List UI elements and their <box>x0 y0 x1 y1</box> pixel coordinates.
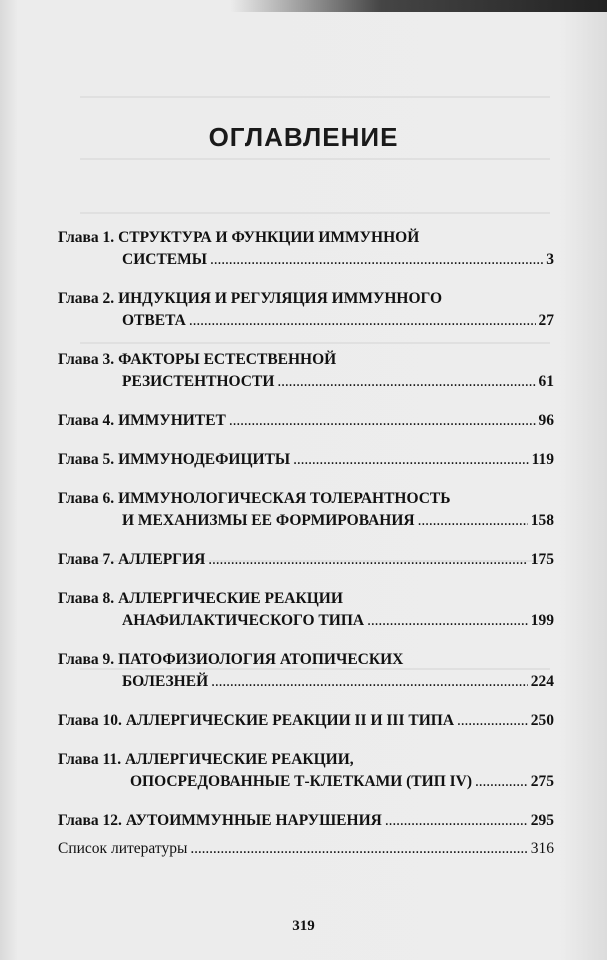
page-number: 199 <box>530 612 554 629</box>
chapter-label: Глава 4. <box>58 412 115 429</box>
references-label: Список литературы <box>58 840 188 857</box>
dot-leader <box>210 249 543 271</box>
chapter-label: Глава 10. <box>58 712 122 729</box>
page-number: 250 <box>530 712 554 729</box>
scan-edge-shadow <box>230 0 607 12</box>
dot-leader <box>293 449 528 471</box>
toc-entry-chapter-5[interactable] <box>58 449 554 471</box>
chapter-label: Глава 9. <box>58 651 115 668</box>
chapter-title-line1: АЛЛЕРГИЯ <box>118 551 206 568</box>
dot-leader <box>367 610 528 632</box>
page-number: 316 <box>530 840 554 857</box>
dot-leader <box>475 771 528 793</box>
page-number: 61 <box>538 373 554 390</box>
chapter-label: Глава 6. <box>58 490 115 507</box>
page-number: 3 <box>546 251 554 268</box>
dot-leader <box>190 838 527 860</box>
bleed-through-line <box>80 96 550 98</box>
dot-leader <box>457 710 528 732</box>
page-number: 175 <box>530 551 554 568</box>
chapter-label: Глава 5. <box>58 451 115 468</box>
page-number: 119 <box>531 451 554 468</box>
table-of-contents <box>58 227 554 860</box>
chapter-title-line1: АЛЛЕРГИЧЕСКИЕ РЕАКЦИИ <box>118 590 343 607</box>
page-number: 275 <box>530 773 554 790</box>
page-number: 224 <box>530 673 554 690</box>
chapter-label: Глава 1. <box>58 229 115 246</box>
bleed-through-line <box>80 212 550 214</box>
chapter-title-line1: СТРУКТУРА И ФУНКЦИИ ИММУННОЙ <box>118 229 420 246</box>
toc-entry-chapter-9[interactable] <box>58 649 554 693</box>
chapter-title-line1: ИММУНОДЕФИЦИТЫ <box>118 451 291 468</box>
chapter-label: Глава 12. <box>58 812 122 829</box>
chapter-title-line1: ИММУНИТЕТ <box>118 412 226 429</box>
page-number: 158 <box>530 512 554 529</box>
chapter-title-line1: ИНДУКЦИЯ И РЕГУЛЯЦИЯ ИММУННОГО <box>118 290 443 307</box>
chapter-title-line2: АНАФИЛАКТИЧЕСКОГО ТИПА <box>122 612 365 629</box>
dot-leader <box>277 371 535 393</box>
page-number: 96 <box>538 412 554 429</box>
chapter-label: Глава 11. <box>58 751 122 768</box>
page-number: 27 <box>538 312 554 329</box>
page-number: 295 <box>530 812 554 829</box>
dot-leader <box>211 671 528 693</box>
dot-leader <box>189 310 536 332</box>
dot-leader <box>385 810 528 832</box>
chapter-title-line1: АУТОИММУННЫЕ НАРУШЕНИЯ <box>125 812 382 829</box>
chapter-title-line2: ОТВЕТА <box>122 312 186 329</box>
page-folio-number: 319 <box>292 918 315 934</box>
page-title: ОГЛАВЛЕНИЕ <box>208 122 399 152</box>
chapter-title-line1: АЛЛЕРГИЧЕСКИЕ РЕАКЦИИ II И III ТИПА <box>125 712 455 729</box>
chapter-title-line1: ФАКТОРЫ ЕСТЕСТВЕННОЙ <box>118 351 337 368</box>
chapter-title-line1: ИММУНОЛОГИЧЕСКАЯ ТОЛЕРАНТНОСТЬ <box>118 490 451 507</box>
chapter-title-line1: АЛЛЕРГИЧЕСКИЕ РЕАКЦИИ, <box>124 751 354 768</box>
toc-entry-chapter-6[interactable] <box>58 488 554 532</box>
dot-leader <box>208 549 527 571</box>
chapter-label: Глава 3. <box>58 351 115 368</box>
toc-entry-chapter-1[interactable] <box>58 227 554 271</box>
toc-entry-chapter-11[interactable] <box>58 749 554 793</box>
dot-leader <box>229 410 536 432</box>
toc-entry-chapter-8[interactable] <box>58 588 554 632</box>
chapter-title-line2: РЕЗИСТЕНТНОСТИ <box>122 373 275 390</box>
chapter-title-line2: ОПОСРЕДОВАННЫЕ Т-КЛЕТКАМИ (ТИП IV) <box>130 773 473 790</box>
chapter-title-line1: ПАТОФИЗИОЛОГИЯ АТОПИЧЕСКИХ <box>118 651 404 668</box>
chapter-title-line2: БОЛЕЗНЕЙ <box>122 673 209 690</box>
toc-entry-chapter-10[interactable] <box>58 710 554 732</box>
chapter-label: Глава 7. <box>58 551 115 568</box>
chapter-title-line2: СИСТЕМЫ <box>122 251 207 268</box>
toc-entry-chapter-3[interactable] <box>58 349 554 393</box>
chapter-label: Глава 2. <box>58 290 115 307</box>
toc-entry-chapter-4[interactable] <box>58 410 554 432</box>
bleed-through-line <box>80 158 550 160</box>
toc-entry-chapter-2[interactable] <box>58 288 554 332</box>
toc-entry-references[interactable] <box>58 838 554 860</box>
toc-entry-chapter-12[interactable] <box>58 810 554 832</box>
dot-leader <box>418 510 528 532</box>
toc-entry-chapter-7[interactable] <box>58 549 554 571</box>
chapter-title-line2: И МЕХАНИЗМЫ ЕЕ ФОРМИРОВАНИЯ <box>122 512 415 529</box>
chapter-label: Глава 8. <box>58 590 115 607</box>
